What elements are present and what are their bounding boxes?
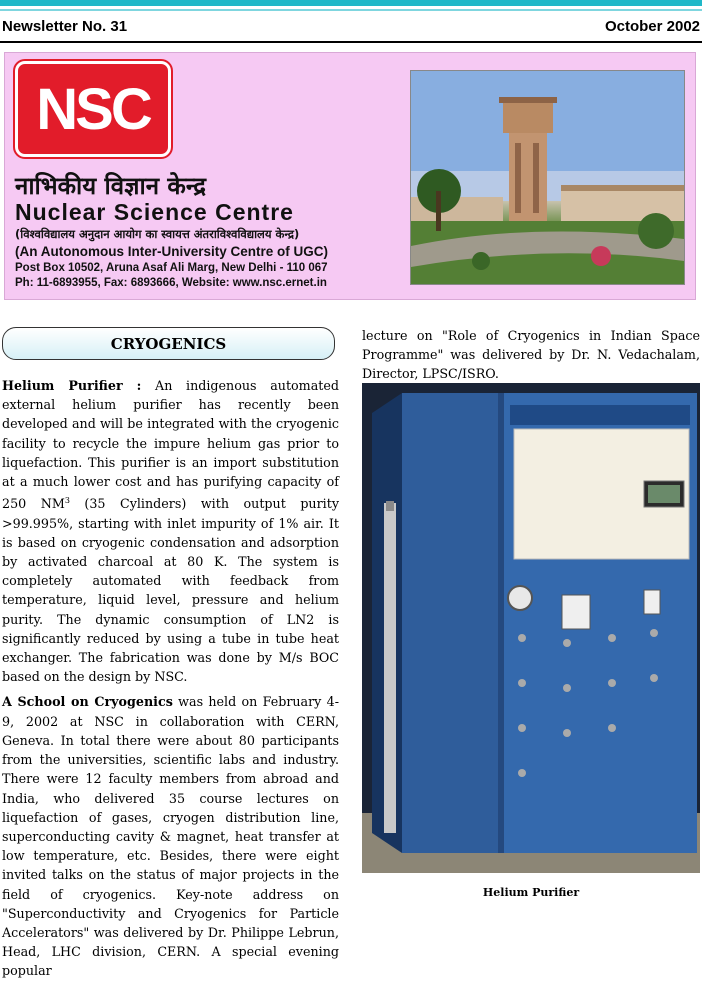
figure-caption: Helium Purifier bbox=[482, 886, 580, 899]
top-accent-bar bbox=[0, 0, 702, 6]
cryogenics-school-continuation: lecture on "Role of Cryogenics in Indian Space Programme" was delivered by Dr. N. Vedachalam, Director, LPSC/ISRO. bbox=[362, 328, 700, 382]
helium-purifier-text-a: An indigenous automated external helium purifier has recently been developed and will be integrated with the cryogenic facility to recycle the impure helium gas prior to liquefaction. This purifier is an import substitution at a much lower cost and has purifying capacity of 250 NM bbox=[2, 378, 340, 512]
unit-superscript: 3 bbox=[64, 496, 70, 506]
newsletter-header bbox=[2, 18, 700, 40]
english-centre-name: Nuclear Science Centre bbox=[15, 199, 294, 225]
cryogenics-school-paragraph bbox=[2, 692, 339, 980]
article-left-column bbox=[2, 376, 339, 987]
helium-purifier-photo bbox=[362, 383, 700, 873]
postal-address: Post Box 10502, Aruna Asaf Ali Marg, New Delhi - 110 067 bbox=[15, 262, 328, 274]
campus-tower-photo bbox=[410, 70, 685, 285]
newsletter-number: Newsletter No. 31 bbox=[2, 18, 128, 35]
hindi-subtitle: (विश्वविद्यालय अनुदान आयोग का स्वायत्त अंतराविश्वविद्यालय केन्द्र) bbox=[15, 227, 300, 241]
section-title-box bbox=[2, 327, 335, 360]
contact-details: Ph: 11-6893955, Fax: 6893666, Website: www.nsc.ernet.in bbox=[15, 277, 327, 289]
cryogenics-school-lead: A School on Cryogenics bbox=[2, 694, 173, 710]
section-title: CRYOGENICS bbox=[110, 334, 227, 353]
helium-purifier-text-b: (35 Cylinders) with output purity >99.995%, starting with inlet impurity of 1% air. It is based on cryogenic condensation and adsorption by activated charcoal at 80 K. The system is completely automated with feedback from temperature, liquid level, pressure and helium purity. The dynamic consumption of LN2 is significantly reduced by using a tube in tube heat exchanger. The fabrication was done by M/s BOC based on the design by NSC. bbox=[2, 496, 339, 685]
top-accent-line bbox=[0, 9, 702, 11]
helium-purifier-paragraph bbox=[2, 376, 339, 686]
article-right-column bbox=[362, 326, 700, 384]
hindi-centre-name: नाभिकीय विज्ञान केन्द्र bbox=[15, 172, 206, 200]
header-divider bbox=[0, 41, 702, 43]
nsc-banner bbox=[4, 52, 696, 300]
campus-tower-illustration bbox=[411, 71, 684, 284]
helium-purifier-lead: Helium Purifier : bbox=[2, 378, 142, 393]
english-subtitle: (An Autonomous Inter-University Centre of UGC) bbox=[15, 244, 329, 259]
nsc-logo: NSC bbox=[15, 61, 171, 157]
cryogenics-school-text: was held on February 4-9, 2002 at NSC in collaboration with CERN, Geneva. In total there were about 80 participants from the universities, scientific labs and industry. There were 12 faculty members from abroad and India, who delivered 35 course lectures on liquefaction of gases, cryogen distribution line, superconducting cavity & magnet, heat transfer at low temperature, etc. Besides, there were eight invited talks on the status of major projects in the field of cryogenics. Key-note address on "Superconductivity and Cryogenics for Particle Accelerators" was delivered by Dr. Philippe Lebrun, Head, LHC division, CERN. A special evening popular bbox=[2, 694, 339, 979]
helium-purifier-illustration bbox=[362, 383, 700, 873]
newsletter-date: October 2002 bbox=[604, 18, 700, 35]
